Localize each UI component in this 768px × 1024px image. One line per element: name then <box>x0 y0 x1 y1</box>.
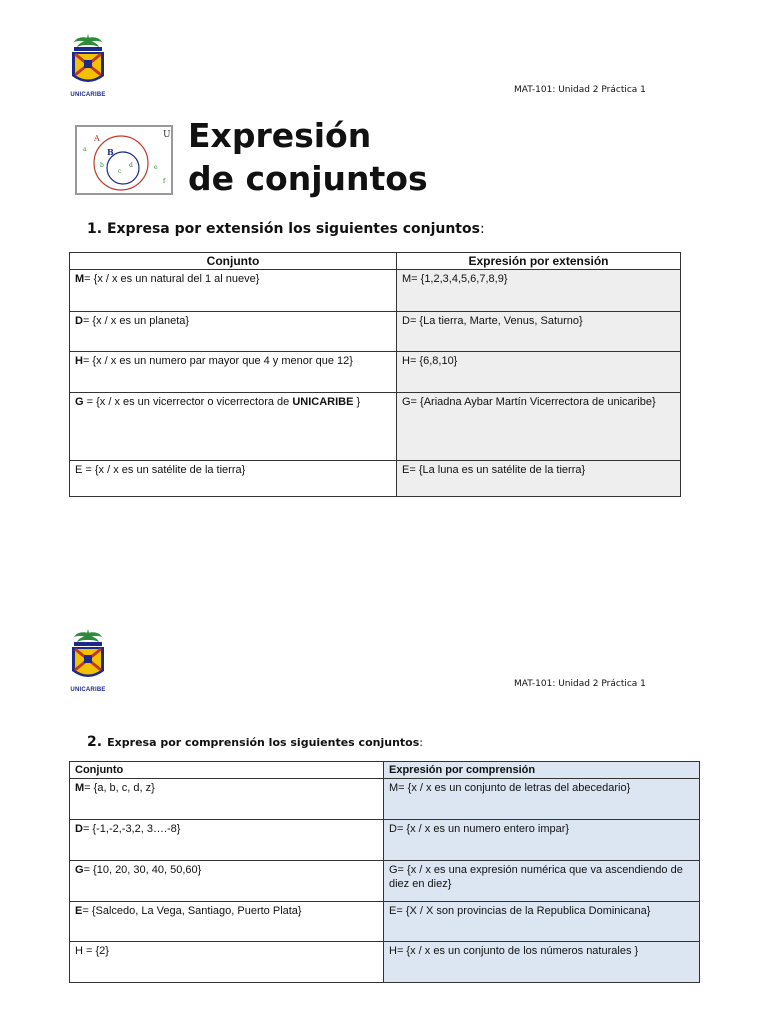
venn-diagram <box>75 125 173 195</box>
comprehension-table <box>69 761 700 983</box>
venn-u-label: U <box>163 130 171 140</box>
set-definition-cell: E = {x / x es un satélite de la tierra} <box>70 461 397 497</box>
set-comprehension-cell: H= {x / x es un conjunto de los números naturales } <box>384 942 700 983</box>
table-row <box>70 779 700 820</box>
title-line-1: Expresión <box>188 116 372 155</box>
set-definition-cell: G = {x / x es un vicerrector o vicerrectora de UNICARIBE } <box>70 393 397 461</box>
venn-element-a: a <box>83 146 87 153</box>
set-definition-cell: M= {a, b, c, d, z} <box>70 779 384 820</box>
section-2-number: 2. <box>87 734 103 750</box>
venn-element-c: c <box>118 168 122 175</box>
table-row <box>70 902 700 942</box>
section-1-colon: : <box>479 221 485 237</box>
logo-label: UNICARIBE <box>70 687 106 693</box>
set-extension-cell: D= {La tierra, Marte, Venus, Saturno} <box>397 312 681 352</box>
venn-element-f: f <box>163 178 166 185</box>
extension-table <box>69 252 681 497</box>
set-definition-cell: D= {-1,-2,-3,2, 3….-8} <box>70 820 384 861</box>
page-title <box>188 114 428 200</box>
table-row <box>70 270 681 312</box>
table-row <box>70 352 681 393</box>
table-row <box>70 861 700 902</box>
venn-element-b: b <box>100 162 104 169</box>
set-extension-cell: G= {Ariadna Aybar Martín Vicerrectora de unicaribe} <box>397 393 681 461</box>
table-header-row <box>70 762 700 779</box>
set-comprehension-cell: M= {x / x es un conjunto de letras del abecedario} <box>384 779 700 820</box>
title-line-2: de conjuntos <box>188 159 428 198</box>
table-row <box>70 461 681 497</box>
table-row <box>70 393 681 461</box>
table-row <box>70 820 700 861</box>
venn-element-e: e <box>154 164 158 171</box>
set-definition-cell: D= {x / x es un planeta} <box>70 312 397 352</box>
set-definition-cell: H= {x / x es un numero par mayor que 4 y menor que 12} <box>70 352 397 393</box>
course-reference-page-2: MAT-101: Unidad 2 Práctica 1 <box>514 679 646 689</box>
unicaribe-logo-page-2 <box>66 627 110 693</box>
course-reference: MAT-101: Unidad 2 Práctica 1 <box>514 85 646 95</box>
table-row <box>70 312 681 352</box>
set-extension-cell: E= {La luna es un satélite de la tierra} <box>397 461 681 497</box>
header-conjunto: Conjunto <box>70 253 397 270</box>
section-1-number: 1. <box>87 221 103 237</box>
logo-label: UNICARIBE <box>70 92 106 98</box>
set-extension-cell: H= {6,8,10} <box>397 352 681 393</box>
table-header-row <box>70 253 681 270</box>
venn-a-label: A <box>94 134 100 143</box>
section-2-heading <box>87 731 423 750</box>
header-conjunto: Conjunto <box>70 762 384 779</box>
set-comprehension-cell: G= {x / x es una expresión numérica que va ascendiendo de diez en diez} <box>384 861 700 902</box>
set-extension-cell: M= {1,2,3,4,5,6,7,8,9} <box>397 270 681 312</box>
venn-b-label: B <box>107 147 114 157</box>
section-2-colon: : <box>419 736 423 749</box>
venn-element-d: d <box>129 162 133 169</box>
section-1-heading <box>87 221 485 237</box>
section-2-text: Expresa por comprensión los siguientes conjuntos <box>107 736 420 749</box>
table-row <box>70 942 700 983</box>
set-definition-cell: M= {x / x es un natural del 1 al nueve} <box>70 270 397 312</box>
set-definition-cell: E= {Salcedo, La Vega, Santiago, Puerto Plata} <box>70 902 384 942</box>
set-comprehension-cell: D= {x / x es un numero entero impar} <box>384 820 700 861</box>
section-1-text: Expresa por extensión los siguientes conjuntos <box>106 221 480 237</box>
header-expresion-extension: Expresión por extensión <box>397 253 681 270</box>
set-definition-cell: G= {10, 20, 30, 40, 50,60} <box>70 861 384 902</box>
header-expresion-comprension: Expresión por comprensión <box>384 762 700 779</box>
set-comprehension-cell: E= {X / X son provincias de la Republica Dominicana} <box>384 902 700 942</box>
unicaribe-logo <box>66 32 110 98</box>
set-definition-cell: H = {2} <box>70 942 384 983</box>
